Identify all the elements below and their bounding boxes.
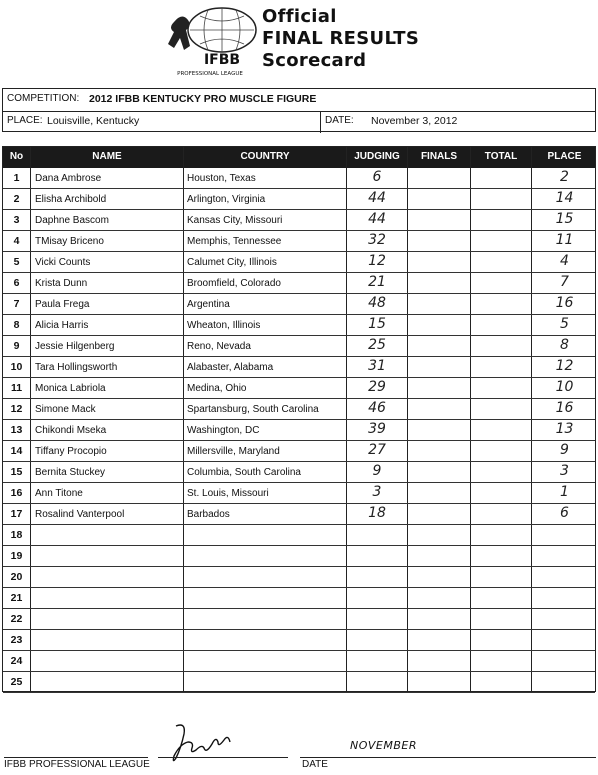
contestant-country: Kansas City, Missouri — [187, 215, 283, 226]
signature — [168, 720, 238, 765]
row-number: 20 — [10, 571, 23, 583]
contestant-name: TMisay Briceno — [35, 236, 104, 247]
row-number: 1 — [13, 172, 20, 184]
row-number: 13 — [10, 424, 23, 436]
table-row — [3, 336, 595, 357]
table-row — [3, 168, 595, 189]
table-row — [3, 294, 595, 315]
place-date-row — [3, 111, 595, 133]
row-number: 12 — [10, 403, 23, 415]
row-number: 5 — [13, 256, 20, 268]
row-number: 10 — [10, 361, 23, 373]
table-row — [3, 189, 595, 210]
contestant-country: Broomfield, Colorado — [187, 278, 281, 289]
logo-subtext: PROFESSIONAL LEAGUE — [177, 71, 243, 77]
ifbb-logo — [160, 4, 260, 78]
contestant-name: Monica Labriola — [35, 383, 106, 394]
row-number: 2 — [13, 193, 20, 205]
table-row — [3, 504, 595, 525]
final-place: 8 — [560, 337, 569, 353]
table-row — [3, 420, 595, 441]
judging-score: 18 — [368, 505, 386, 521]
table-row — [3, 672, 595, 693]
final-place: 11 — [555, 232, 574, 248]
row-number: 18 — [10, 529, 23, 541]
row-number: 11 — [10, 382, 23, 394]
row-number: 23 — [10, 634, 23, 646]
table-row — [3, 252, 595, 273]
judging-score: 15 — [368, 316, 386, 332]
judging-score: 46 — [368, 400, 386, 416]
row-number: 14 — [10, 445, 23, 457]
table-row — [3, 315, 595, 336]
contestant-name: Krista Dunn — [35, 278, 88, 289]
results-table — [2, 146, 596, 692]
row-number: 3 — [13, 214, 20, 226]
row-number: 24 — [10, 655, 23, 667]
contestant-country: Houston, Texas — [187, 173, 256, 184]
row-number: 17 — [10, 508, 23, 520]
judging-score: 3 — [372, 484, 382, 500]
col-name: NAME — [92, 151, 122, 162]
contestant-country: Memphis, Tennessee — [187, 236, 282, 247]
final-place: 15 — [555, 211, 574, 227]
col-judging: JUDGING — [354, 151, 400, 162]
date-label: DATE: — [325, 115, 354, 126]
col-country: COUNTRY — [240, 151, 290, 162]
place-date-divider — [320, 111, 321, 133]
final-place: 13 — [555, 421, 574, 437]
table-header — [3, 147, 595, 168]
judging-score: 48 — [368, 295, 386, 311]
row-number: 19 — [10, 550, 23, 562]
final-place: 9 — [560, 442, 569, 458]
contestant-country: Calumet City, Illinois — [187, 257, 277, 268]
league-label: IFBB PROFESSIONAL LEAGUE — [4, 759, 150, 770]
table-row — [3, 525, 595, 546]
contestant-country: Barbados — [187, 509, 230, 520]
competition-value: 2012 IFBB KENTUCKY PRO MUSCLE FIGURE — [89, 93, 317, 105]
judging-score: 32 — [368, 232, 386, 248]
table-row — [3, 483, 595, 504]
contestant-name: Chikondi Mseka — [35, 425, 107, 436]
table-row — [3, 210, 595, 231]
contestant-country: Alabaster, Alabama — [187, 362, 274, 373]
table-row — [3, 357, 595, 378]
table-row — [3, 231, 595, 252]
final-place: 14 — [555, 190, 574, 206]
contestant-country: St. Louis, Missouri — [187, 488, 269, 499]
contestant-country: Medina, Ohio — [187, 383, 247, 394]
final-place: 4 — [560, 253, 569, 269]
date-value: November 3, 2012 — [371, 115, 458, 127]
contestant-country: Reno, Nevada — [187, 341, 251, 352]
final-place: 2 — [560, 169, 569, 185]
contestant-name: Tara Hollingsworth — [35, 362, 118, 373]
contestant-country: Spartansburg, South Carolina — [187, 404, 319, 415]
judging-score: 44 — [368, 211, 386, 227]
contestant-name: Ann Titone — [35, 488, 83, 499]
table-row — [3, 378, 595, 399]
contestant-country: Argentina — [187, 299, 230, 310]
row-number: 8 — [13, 319, 20, 331]
contestant-name: Vicki Counts — [35, 257, 91, 268]
table-row — [3, 399, 595, 420]
table-row — [3, 546, 595, 567]
date-line — [300, 757, 596, 758]
judging-score: 6 — [372, 169, 382, 185]
table-row — [3, 462, 595, 483]
scorecard-title — [262, 6, 419, 72]
col-no: No — [9, 151, 24, 162]
contestant-name: Simone Mack — [35, 404, 96, 415]
row-number: 16 — [10, 487, 23, 499]
row-number: 6 — [13, 277, 20, 289]
league-signature-line — [4, 757, 148, 758]
competition-info — [2, 88, 596, 132]
row-number: 21 — [10, 592, 23, 604]
contestant-name: Dana Ambrose — [35, 173, 102, 184]
judging-score: 25 — [368, 337, 386, 353]
logo-text: IFBB — [203, 52, 241, 68]
contestant-name: Elisha Archibold — [35, 194, 107, 205]
contestant-name: Bernita Stuckey — [35, 467, 106, 478]
col-total: TOTAL — [484, 151, 518, 162]
final-place: 5 — [560, 316, 569, 332]
col-finals: FINALS — [420, 151, 458, 162]
row-number: 4 — [13, 235, 20, 247]
judging-score: 44 — [368, 190, 386, 206]
final-place: 7 — [560, 274, 569, 290]
judging-score: 29 — [368, 379, 386, 395]
contestant-name: Daphne Bascom — [35, 215, 109, 226]
table-row — [3, 609, 595, 630]
row-number: 15 — [10, 466, 23, 478]
judging-score: 9 — [372, 463, 382, 479]
final-place: 12 — [555, 358, 574, 374]
title-line-1: Official — [262, 6, 337, 27]
row-number: 9 — [13, 340, 20, 352]
contestant-country: Arlington, Virginia — [187, 194, 266, 205]
handwritten-date: NOVEMBER — [350, 739, 417, 752]
judging-score: 39 — [368, 421, 386, 437]
table-row — [3, 567, 595, 588]
title-line-2: FINAL RESULTS — [262, 28, 420, 49]
contestant-name: Jessie Hilgenberg — [35, 341, 115, 352]
title-line-3: Scorecard — [262, 50, 367, 71]
signature-line — [158, 757, 288, 758]
competition-row — [3, 89, 595, 112]
judging-score: 27 — [368, 442, 386, 458]
judging-score: 21 — [368, 274, 386, 290]
contestant-name: Paula Frega — [35, 299, 90, 310]
row-divider — [3, 692, 595, 693]
table-row — [3, 273, 595, 294]
contestant-country: Columbia, South Carolina — [187, 467, 301, 478]
competition-label: COMPETITION: — [7, 93, 80, 104]
final-place: 3 — [560, 463, 569, 479]
table-row — [3, 588, 595, 609]
contestant-country: Millersville, Maryland — [187, 446, 280, 457]
table-row — [3, 651, 595, 672]
contestant-country: Washington, DC — [187, 425, 260, 436]
final-place: 16 — [555, 295, 574, 311]
contestant-name: Alicia Harris — [35, 320, 89, 331]
footer-date-label: DATE — [302, 759, 328, 770]
judging-score: 31 — [368, 358, 386, 374]
table-row — [3, 630, 595, 651]
contestant-country: Wheaton, Illinois — [187, 320, 261, 331]
final-place: 1 — [560, 484, 569, 500]
place-value: Louisville, Kentucky — [47, 115, 140, 127]
final-place: 6 — [560, 505, 569, 521]
row-number: 7 — [13, 298, 20, 310]
judging-score: 12 — [368, 253, 386, 269]
contestant-name: Tiffany Procopio — [35, 446, 107, 457]
final-place: 10 — [555, 379, 574, 395]
table-row — [3, 441, 595, 462]
row-number: 25 — [10, 676, 23, 688]
final-place: 16 — [555, 400, 574, 416]
row-number: 22 — [10, 613, 23, 625]
col-place: PLACE — [547, 151, 582, 162]
contestant-name: Rosalind Vanterpool — [35, 509, 125, 520]
place-label: PLACE: — [7, 115, 43, 126]
